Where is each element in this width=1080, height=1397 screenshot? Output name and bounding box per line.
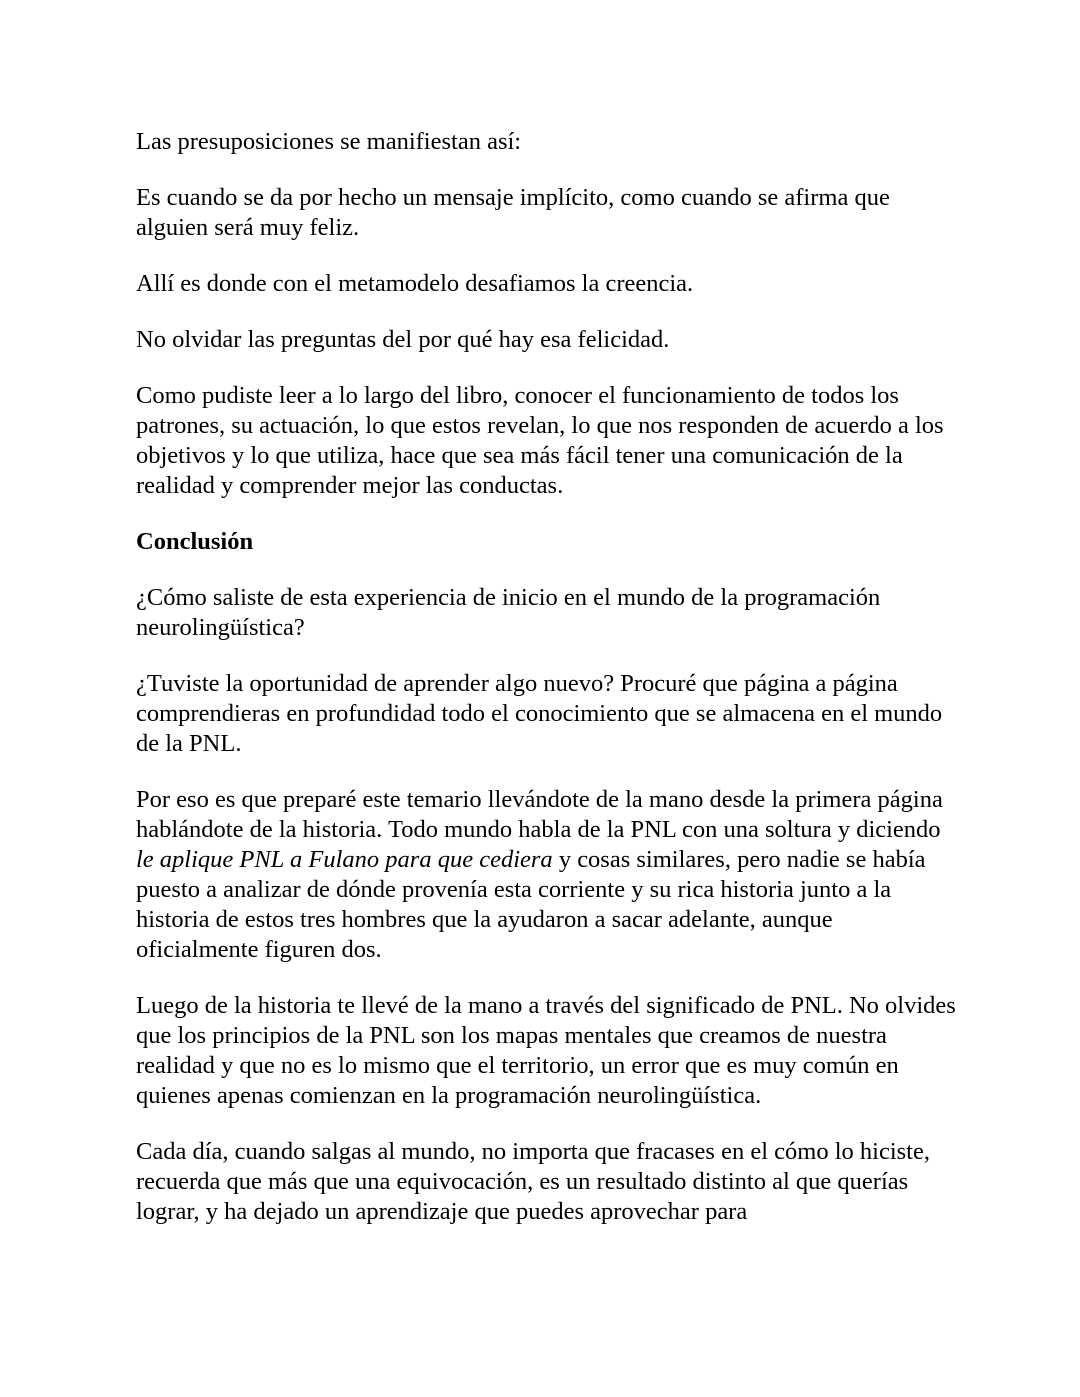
paragraph-temario-text-end: y cosas similares, pero nadie se había puesto a analizar de dónde provenía esta corriente y su rica historia junto a la historia de estos tres hombres que la ayudaron a sacar adelante, aunque oficialmente figuren dos.: [136, 846, 926, 963]
document-page: [136, 127, 956, 1253]
paragraph-preguntas: No olvidar las preguntas del por qué hay esa felicidad.: [136, 326, 670, 353]
section-heading-conclusion: Conclusión: [136, 528, 254, 555]
paragraph-experiencia: ¿Cómo saliste de esta experiencia de inicio en el mundo de la programación neurolingüística?: [136, 584, 881, 641]
paragraph-temario: [136, 785, 956, 965]
paragraph-metamodelo: Allí es donde con el metamodelo desafiamos la creencia.: [136, 270, 694, 297]
paragraph-cada-dia: Cada día, cuando salgas al mundo, no importa que fracases en el cómo lo hiciste, recuerda que más que una equivocación, es un resultado distinto al que querías lograr, y ha dejado un aprendizaje que puedes aprovechar para: [136, 1138, 930, 1225]
paragraph-patrones: Como pudiste leer a lo largo del libro, conocer el funcionamiento de todos los patrones, su actuación, lo que estos revelan, lo que nos responden de acuerdo a los objetivos y lo que utiliza, hace que sea más fácil tener una comunicación de la realidad y comprender mejor las conductas.: [136, 382, 944, 499]
paragraph-significado-pnl: Luego de la historia te llevé de la mano a través del significado de PNL. No olvides que los principios de la PNL son los mapas mentales que creamos de nuestra realidad y que no es lo mismo que el territorio, un error que es muy común en quienes apenas comienzan en la programación neurolingüística.: [136, 992, 956, 1109]
paragraph-presuposiciones: Las presuposiciones se manifiestan así:: [136, 128, 522, 155]
paragraph-mensaje-implicito: Es cuando se da por hecho un mensaje implícito, como cuando se afirma que alguien será muy feliz.: [136, 184, 890, 241]
paragraph-temario-italic-quote: le aplique PNL a Fulano para que cediera: [136, 846, 553, 873]
paragraph-temario-text-start: Por eso es que preparé este temario llevándote de la mano desde la primera página hablándote de la historia. Todo mundo habla de la PNL con una soltura y diciendo: [136, 786, 943, 843]
paragraph-aprender: ¿Tuviste la oportunidad de aprender algo nuevo? Procuré que página a página comprendieras en profundidad todo el conocimiento que se almacena en el mundo de la PNL.: [136, 670, 943, 757]
